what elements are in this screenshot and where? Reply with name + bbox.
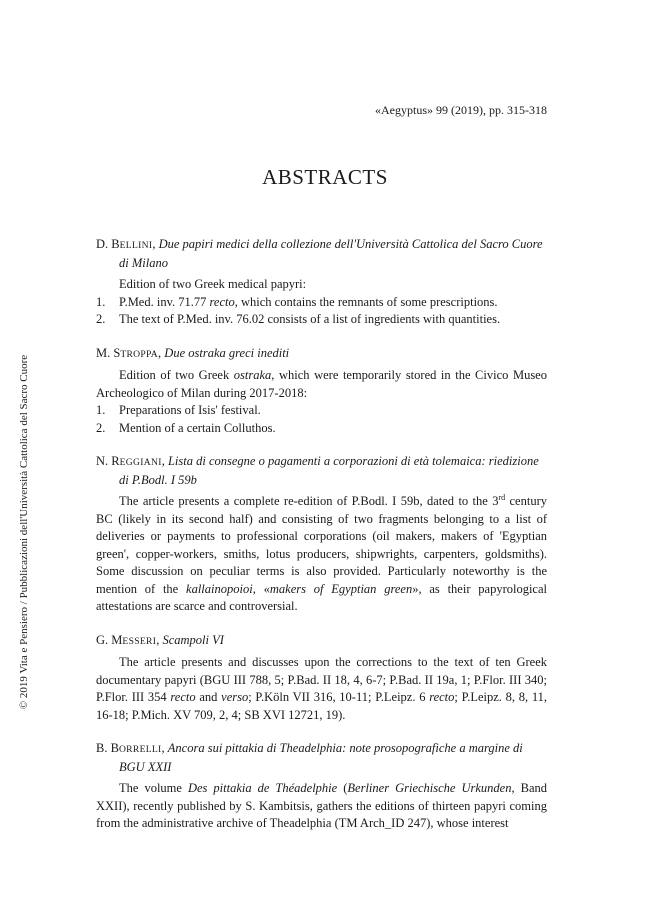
abstract-text-italic: recto bbox=[170, 690, 196, 704]
entry-heading: G. MESSERI, Scampoli VI bbox=[96, 632, 224, 647]
abstract-text: The volume bbox=[119, 781, 188, 795]
author-surname: ELLINI bbox=[119, 240, 153, 251]
abstract-text-italic: verso bbox=[221, 690, 249, 704]
copyright-side-note bbox=[17, 354, 31, 710]
entry-abstract bbox=[96, 654, 547, 724]
abstract-entry bbox=[96, 236, 547, 329]
author-initial: D. B bbox=[96, 237, 120, 251]
entry-heading: D. BELLINI, Due papiri medici della collezione dell'Università Cattolica del Sacro Cuore di Milano bbox=[96, 237, 543, 270]
entry-title: Scampoli VI bbox=[162, 632, 224, 647]
entry-title: Due papiri medici della collezione dell'Università Cattolica del Sacro Cuore di Milano bbox=[119, 237, 543, 270]
abstract-text: The article presents and discusses upon the corrections to the text of ten Greek documentary papyri (BGU III 788, 5; P.Bad. II 18, 4, 6-7; P.Bad. II 19a, 1; P.Flor. III 340; P.Flor. III 354 bbox=[96, 655, 547, 704]
author-surname: EGGIANI bbox=[119, 457, 162, 468]
entry-list bbox=[96, 294, 547, 329]
abstract-text: and bbox=[195, 690, 222, 704]
author-initial: B. B bbox=[96, 741, 119, 755]
entry-abstract bbox=[96, 493, 547, 616]
list-text: , which contains the remnants of some prescriptions. bbox=[234, 294, 498, 309]
entry-abstract bbox=[96, 780, 547, 833]
abstract-text: ; P.Köln VII 316, 10-11; P.Leipz. 6 bbox=[248, 690, 430, 704]
abstract-text-italic: recto bbox=[429, 690, 455, 704]
entry-title: Lista di consegne o pagamenti a corporazioni di età tolemaica: riedizione di P.Bodl. I 59b bbox=[119, 454, 539, 487]
list-text: The text of P.Med. inv. 76.02 consists of a list of ingredients with quantities. bbox=[119, 312, 501, 326]
abstract-entry bbox=[96, 632, 547, 725]
list-text-italic: recto bbox=[209, 294, 235, 309]
entry-heading: N. REGGIANI, Lista di consegne o pagamenti a corporazioni di età tolemaica: riedizione di P.Bodl. I 59b bbox=[96, 454, 539, 487]
abstract-text: », as their papyrological attestations are scarce and controversial. bbox=[96, 581, 547, 613]
entry-intro bbox=[96, 367, 547, 402]
author-surname: TROPPA bbox=[120, 348, 159, 360]
list-number: 1. bbox=[96, 294, 106, 309]
abstract-text-italic: Des pittakia de Théadelphie bbox=[187, 781, 338, 795]
abstract-text: century BC (likely in its second half) and consisting of two fragments belonging to a list of deliveries or payments to professional corporations (oil makers, makers of 'Egyptian green', copper-workers, smiths, lotus producers, shipwrights, carpenters, goldsmiths). Some discussion on peculiar terms is also provided. Particularly noteworthy is the mention of the bbox=[96, 494, 547, 596]
abstract-entry bbox=[96, 345, 547, 438]
author-surname: ESSERI bbox=[122, 635, 157, 647]
intro-text: , which were temporarily stored in the Civico Museo Archeologico of Milan during 2017-2018: bbox=[96, 368, 547, 400]
abstract-text-italic: makers of Egyptian green bbox=[269, 581, 413, 596]
entry-heading: B. BORRELLI, Ancora sui pittakia di Theadelphia: note prosopografiche a margine di BGU XXII bbox=[96, 741, 523, 774]
copyright-text: © 2019 Vita e Pensiero / Pubblicazioni dell'Università Cattolica del Sacro Cuore bbox=[18, 354, 30, 710]
intro-text: Edition of two Greek bbox=[119, 368, 234, 382]
intro-text-italic: ostraka bbox=[233, 368, 272, 382]
running-head: «Aegyptus» 99 (2019), pp. 315-318 bbox=[375, 103, 547, 117]
entry-heading: M. STROPPA, Due ostraka greci inediti bbox=[96, 345, 290, 360]
entry-list bbox=[96, 402, 547, 437]
abstract-text-italic: kallainopoioi bbox=[186, 581, 253, 596]
list-text: Preparations of Isis' festival. bbox=[119, 403, 261, 417]
entry-intro: Edition of two Greek medical papyri: bbox=[119, 277, 307, 291]
list-number: 2. bbox=[96, 312, 106, 326]
author-initial: M. S bbox=[96, 345, 121, 360]
abstract-text: ( bbox=[337, 781, 348, 795]
list-item bbox=[96, 294, 547, 312]
author-initial: N. R bbox=[96, 454, 120, 468]
entry-title: Ancora sui pittakia di Theadelphia: note prosopografiche a margine di BGU XXII bbox=[119, 741, 523, 774]
entry-title: Due ostraka greci inediti bbox=[164, 345, 290, 360]
list-text: P.Med. inv. 71.77 bbox=[119, 294, 210, 309]
list-item bbox=[96, 420, 547, 438]
abstract-entry bbox=[96, 453, 547, 616]
abstract-text: The article presents a complete re-edition of P.Bodl. I 59b, dated to the 3 bbox=[119, 494, 499, 508]
list-item bbox=[96, 311, 547, 329]
list-number: 1. bbox=[96, 403, 106, 417]
list-text: Mention of a certain Colluthos. bbox=[119, 420, 276, 435]
abstract-text-italic: Berliner Griechische Urkunden bbox=[347, 781, 512, 795]
abstract-text: , « bbox=[252, 581, 270, 596]
list-number: 2. bbox=[96, 420, 106, 435]
author-surname: ORRELLI bbox=[118, 744, 162, 755]
author-initial: G. M bbox=[96, 632, 123, 647]
list-item bbox=[96, 402, 547, 420]
abstract-text: ; P.Leipz. 8, 8, 11, 16-18; P.Mich. XV 709, 2, 4; SB XVI 12721, 19). bbox=[96, 690, 547, 722]
ordinal-superscript: rd bbox=[498, 492, 506, 502]
abstract-text: , Band XXII), recently published by S. Kambitsis, gathers the editions of thirteen papyri coming from the administrative archive of Theadelphia (TM Arch_ID 247), whose interest bbox=[96, 781, 547, 830]
abstracts-list bbox=[96, 236, 547, 849]
abstract-entry bbox=[96, 740, 547, 833]
page-title: ABSTRACTS bbox=[262, 165, 388, 189]
